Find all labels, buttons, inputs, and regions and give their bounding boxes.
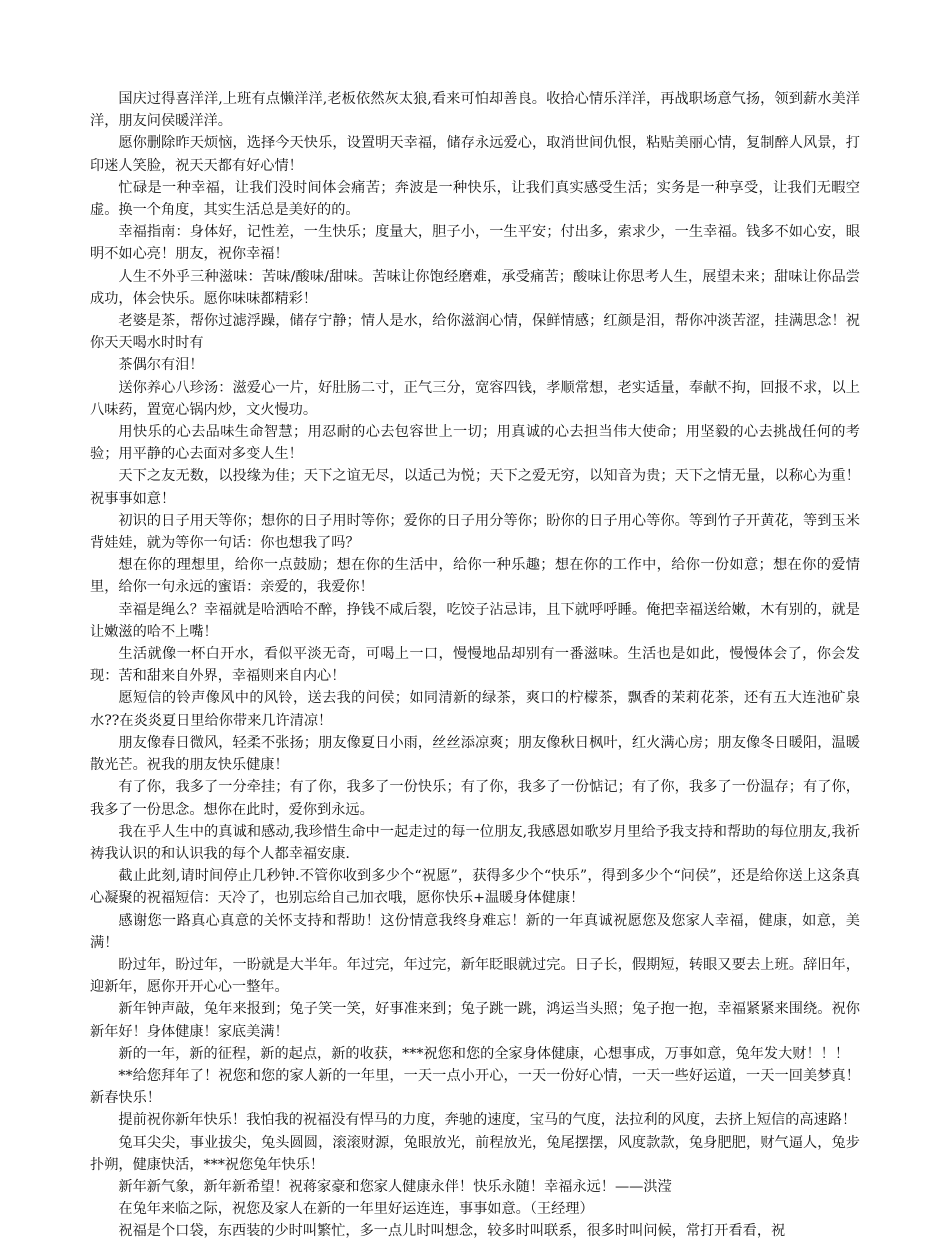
paragraph: 送你养心八珍汤：滋爱心一片，好肚肠二寸，正气三分，宽容四钱，孝顺常想，老实适量，奉献不拘，回报不求，以上八味药，置宽心锅内炒，文火慢功。 xyxy=(90,379,860,418)
paragraph: 老婆是茶，帮你过滤浮躁，储存宁静；情人是水，给你滋润心情，保鲜情感；红颜是泪，帮你冲淡苦涩，挂满思念！祝你天天喝水时时有 xyxy=(90,313,860,352)
paragraph: 用快乐的心去品味生命智慧；用忍耐的心去包容世上一切；用真诚的心去担当伟大使命；用坚毅的心去挑战任何的考验；用平静的心去面对多变人生！ xyxy=(90,424,860,463)
paragraph: 提前祝你新年快乐！我怕我的祝福没有悍马的力度，奔驰的速度，宝马的气度，法拉利的风度，去挤上短信的高速路！ xyxy=(118,1112,857,1129)
paragraph: 祝福是个口袋，东西装的少时叫繁忙，多一点儿时叫想念，较多时叫联系，很多时叫问候，常打开看看，祝 xyxy=(118,1223,786,1240)
paragraph: 新年新气象，新年新希望！祝蒋家豪和您家人健康永伴！快乐永随！幸福永远！——洪滢 xyxy=(118,1178,672,1195)
paragraph: 天下之友无数，以投缘为佳；天下之谊无尽，以适己为悦；天下之爱无穷，以知音为贵；天下之情无量，以称心为重！祝事事如意！ xyxy=(90,468,860,507)
paragraph: 茶偶尔有泪！ xyxy=(118,357,204,374)
paragraph: 忙碌是一种幸福，让我们没时间体会痛苦；奔波是一种快乐，让我们真实感受生活；实务是一种享受，让我们无暇空虚。换一个角度，其实生活总是美好的的。 xyxy=(90,179,860,219)
paragraph: 在兔年来临之际，祝您及家人在新的一年里好运连连，事事如意。（王经理） xyxy=(118,1201,594,1218)
paragraph: 朋友像春日微风，轻柔不张扬；朋友像夏日小雨，丝丝添凉爽；朋友像秋日枫叶，红火满心房；朋友像冬日暖阳，温暖散光芒。祝我的朋友快乐健康！ xyxy=(90,734,860,774)
paragraph: 幸福是绳么？幸福就是哈洒哈不醉，挣钱不咸后裂，吃饺子沾忌讳，且下就呼呼睡。俺把幸福送给嫩，木有别的，就是让嫩滋的哈不上嘴！ xyxy=(90,601,860,640)
paragraph: 盼过年，盼过年，一盼就是大半年。年过完，年过完，新年眨眼就过完。日子长，假期短，转眼又要去上班。辞旧年，迎新年，愿你开开心心一整年。 xyxy=(90,956,860,996)
paragraph: 初识的日子用天等你；想你的日子用时等你；爱你的日子用分等你；盼你的日子用心等你。等到竹子开黄花，等到玉米背娃娃，就为等你一句话：你也想我了吗？ xyxy=(90,512,860,552)
paragraph: 我在乎人生中的真诚和感动,我珍惜生命中一起走过的每一位朋友,我感恩如歌岁月里给予我支持和帮助的每位朋友,我祈祷我认识的和认识我的每个人都幸福安康. xyxy=(90,823,860,862)
paragraph: 感谢您一路真心真意的关怀支持和帮助！这份情意我终身难忘！新的一年真诚祝愿您及您家人幸福，健康，如意，美满！ xyxy=(90,912,860,951)
paragraph: 兔耳尖尖，事业拔尖，兔头圆圆，滚滚财源，兔眼放光，前程放光，兔尾摆摆，风度款款，兔身肥肥，财气逼人，兔步扑朔，健康快活，***祝您兔年快乐！ xyxy=(90,1134,860,1173)
paragraph: 愿短信的铃声像风中的风铃，送去我的问侯；如同清新的绿茶，爽口的柠檬茶，飘香的茉莉花茶，还有五大连池矿泉水??在炎炎夏日里给你带来几许清凉！ xyxy=(90,690,860,729)
paragraph: 人生不外乎三种滋味：苦味/酸味/甜味。苦味让你饱经磨难，承受痛苦；酸味让你思考人生，展望未来；甜味让你品尝成功，体会快乐。愿你味味都精彩！ xyxy=(90,268,860,307)
paragraph: 有了你，我多了一分牵挂；有了你，我多了一份快乐；有了你，我多了一份惦记；有了你，我多了一份温存；有了你，我多了一份思念。想你在此时，爱你到永远。 xyxy=(90,779,860,818)
paragraph: 截止此刻,请时间停止几秒钟.不管你收到多少个“祝愿”，获得多少个“快乐”，得到多少个“问侯”，还是给你送上这条真心凝聚的祝福短信：天冷了，也别忘给自己加衣哦，愿你快乐+温暖身体健康！ xyxy=(90,868,860,907)
paragraph: 新年钟声敲，兔年来报到；兔子笑一笑，好事准来到；兔子跳一跳，鸿运当头照；兔子抱一抱，幸福紧紧来围绕。祝你新年好！身体健康！家底美满！ xyxy=(90,1001,860,1040)
paragraph: 生活就像一杯白开水，看似平淡无奇，可喝上一口，慢慢地品却别有一番滋味。生活也是如此，慢慢体会了，你会发现：苦和甜来自外界，幸福则来自内心！ xyxy=(90,646,860,685)
paragraph: 新的一年，新的征程，新的起点，新的收获，***祝您和您的全家身体健康，心想事成，万事如意，兔年发大财！！！ xyxy=(118,1045,850,1062)
paragraph: 国庆过得喜洋洋,上班有点懒洋洋,老板依然灰太狼,看来可怕却善良。收拾心情乐洋洋，再战职场意气扬，领到薪水美洋洋，朋友问侯暖洋洋。 xyxy=(90,91,860,130)
paragraph: 想在你的理想里，给你一点鼓励；想在你的生活中，给你一种乐趣；想在你的工作中，给你一份如意；想在你的爱情里，给你一句永远的蜜语：亲爱的，我爱你！ xyxy=(90,557,860,596)
paragraph: 愿你删除昨天烦恼，选择今天快乐，设置明天幸福，储存永远爱心，取消世间仇恨，粘贴美丽心情，复制醉人风景，打印迷人笑脸，祝天天都有好心情！ xyxy=(90,135,860,174)
paragraph: 幸福指南：身体好，记性差，一生快乐；度量大，胆子小，一生平安；付出多，索求少，一生幸福。钱多不如心安，眼明不如心亮！朋友，祝你幸福！ xyxy=(90,224,860,263)
paragraph: **给您拜年了！祝您和您的家人新的一年里，一天一点小开心，一天一份好心情，一天一些好运道，一天一回美梦真！新春快乐！ xyxy=(90,1067,860,1107)
